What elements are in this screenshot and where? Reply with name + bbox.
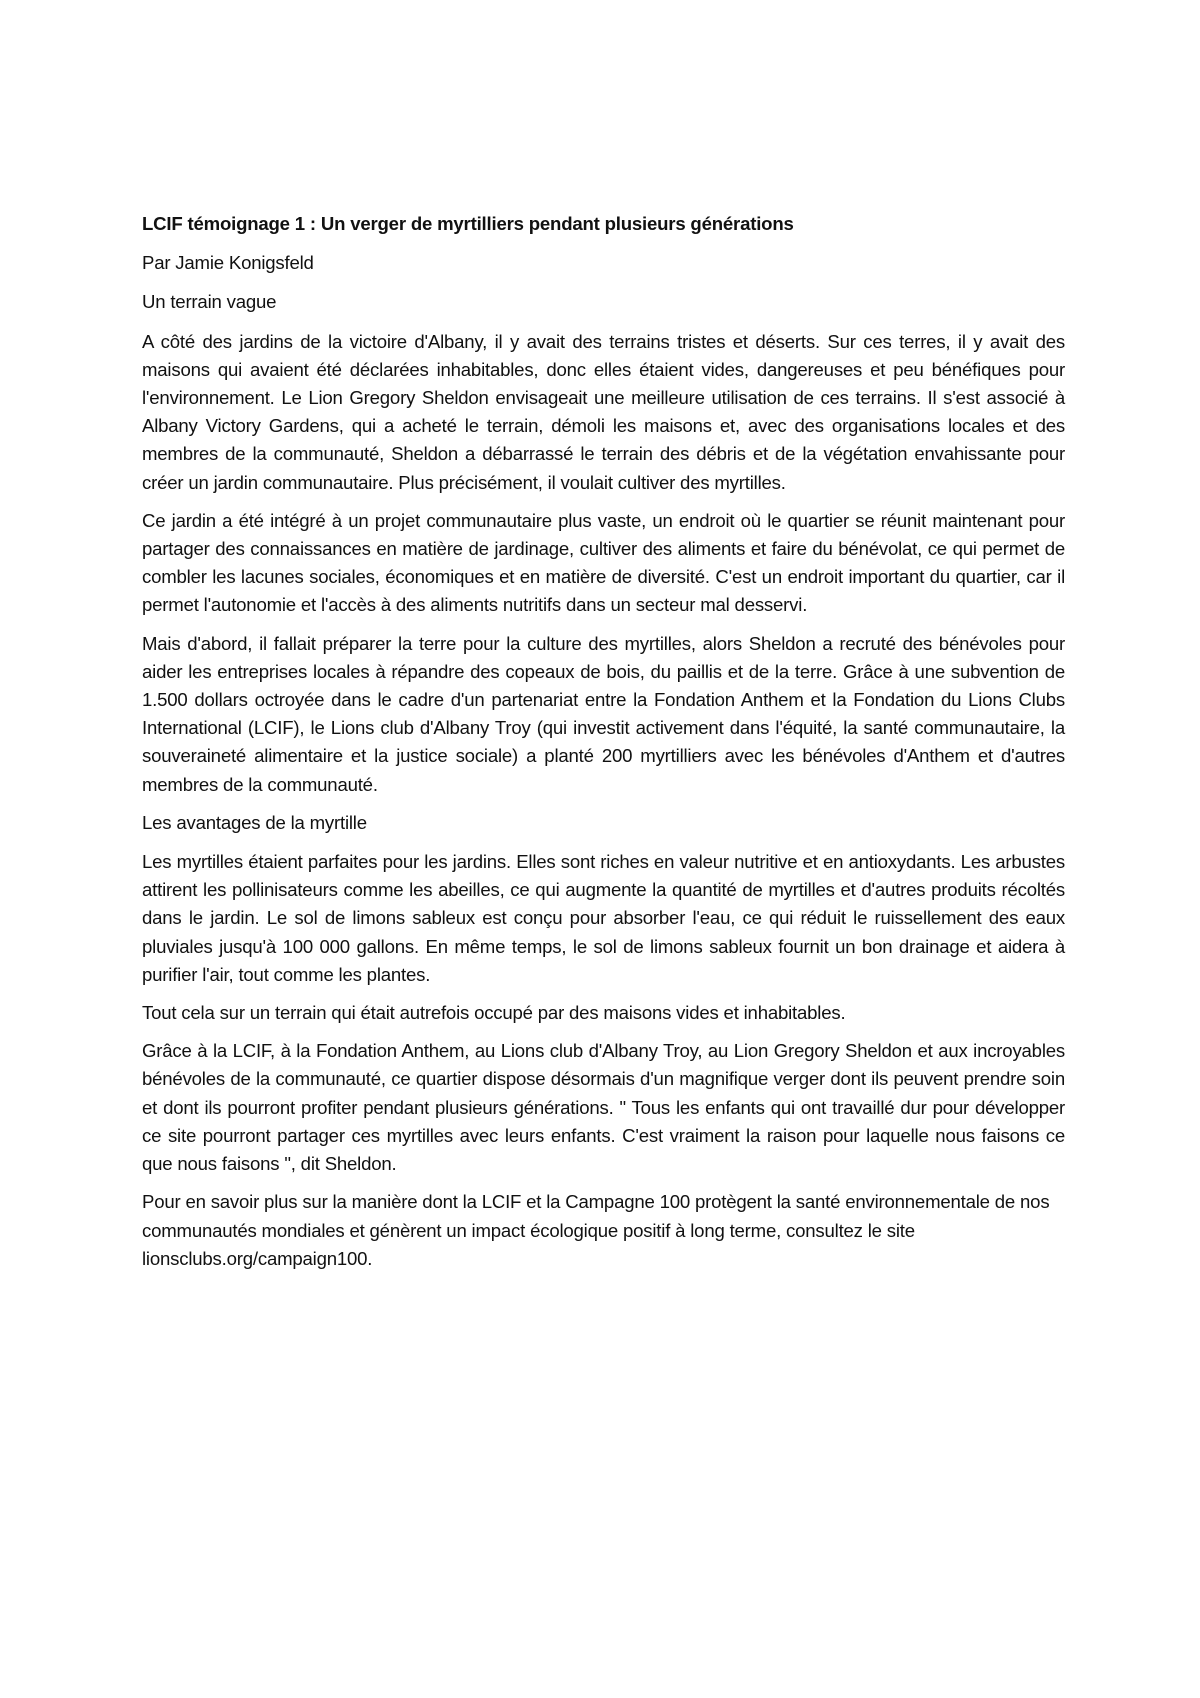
- byline: Par Jamie Konigsfeld: [142, 252, 314, 274]
- paragraph-project: Ce jardin a été intégré à un projet communautaire plus vaste, un endroit où le quartier se réunit maintenant pour partager des connaissances en matière de jardinage, cultiver des aliments et faire du bénévolat, ce qui permet de combler les lacunes sociales, économiques et en matière de diversité. C'est un endroit important du quartier, car il permet l'autonomie et l'accès à des aliments nutritifs dans un secteur mal desservi.: [142, 509, 1065, 616]
- paragraph-benefits: Les myrtilles étaient parfaites pour les jardins. Elles sont riches en valeur nutritive et en antioxydants. Les arbustes attirent les pollinisateurs comme les abeilles, ce qui augmente la quantité de myrtilles et d'autres produits récoltés dans le jardin. Le sol de limons sableux est conçu pour absorber l'eau, ce qui réduit le ruissellement des eaux pluviales jusqu'à 100 000 gallons. En même temps, le sol de limons sableux fournit un bon drainage et aidera à purifier l'air, tout comme les plantes.: [142, 851, 1065, 985]
- paragraph-preparation: Mais d'abord, il fallait préparer la terre pour la culture des myrtilles, alors Sheldon a recruté des bénévoles pour aider les entreprises locales à répandre des copeaux de bois, du paillis et de la terre. Grâce à une subvention de 1.500 dollars octroyée dans le cadre d'un partenariat entre la Fondation Anthem et la Fondation du Lions Clubs International (LCIF), le Lions club d'Albany Troy (qui investit activement dans l'équité, la santé communautaire, la souveraineté alimentaire et la justice sociale) a planté 200 myrtilliers avec les bénévoles d'Anthem et d'autres membres de la communauté.: [142, 632, 1065, 795]
- paragraph-more-info: Pour en savoir plus sur la manière dont la LCIF et la Campagne 100 protègent la santé environnementale de nos communautés mondiales et génèrent un impact écologique positif à long terme, consultez le site lionsclubs.org/campaign100.: [142, 1191, 1050, 1269]
- paragraph-intro: A côté des jardins de la victoire d'Albany, il y avait des terrains tristes et déserts. Sur ces terres, il y avait des maisons qui avaient été déclarées inhabitables, donc elles étaient vides, dangereuses et peu bénéfiques pour l'environnement. Le Lion Gregory Sheldon envisageait une meilleure utilisation de ces terrains. Il s'est associé à Albany Victory Gardens, qui a acheté le terrain, démoli les maisons et, avec des organisations locales et des membres de la communauté, Sheldon a débarrassé le terrain des débris et de la végétation envahissante pour créer un jardin communautaire. Plus précisément, il voulait cultiver des myrtilles.: [142, 330, 1065, 493]
- paragraph-thanks: Grâce à la LCIF, à la Fondation Anthem, au Lions club d'Albany Troy, au Lion Gregory Sheldon et aux incroyables bénévoles de la communauté, ce quartier dispose désormais d'un magnifique verger dont ils peuvent prendre soin et dont ils pourront profiter pendant plusieurs générations. " Tous les enfants qui ont travaillé dur pour développer ce site pourront partager ces myrtilles avec leurs enfants. C'est vraiment la raison pour laquelle nous faisons ce que nous faisons ", dit Sheldon.: [142, 1040, 1065, 1175]
- section-heading-avantages: Les avantages de la myrtille: [142, 811, 367, 833]
- document-title: LCIF témoignage 1 : Un verger de myrtilliers pendant plusieurs générations: [142, 213, 794, 234]
- document-page: [142, 210, 1065, 1283]
- section-heading-terrain: Un terrain vague: [142, 291, 277, 313]
- paragraph-summary: Tout cela sur un terrain qui était autrefois occupé par des maisons vides et inhabitables.: [142, 1002, 846, 1024]
